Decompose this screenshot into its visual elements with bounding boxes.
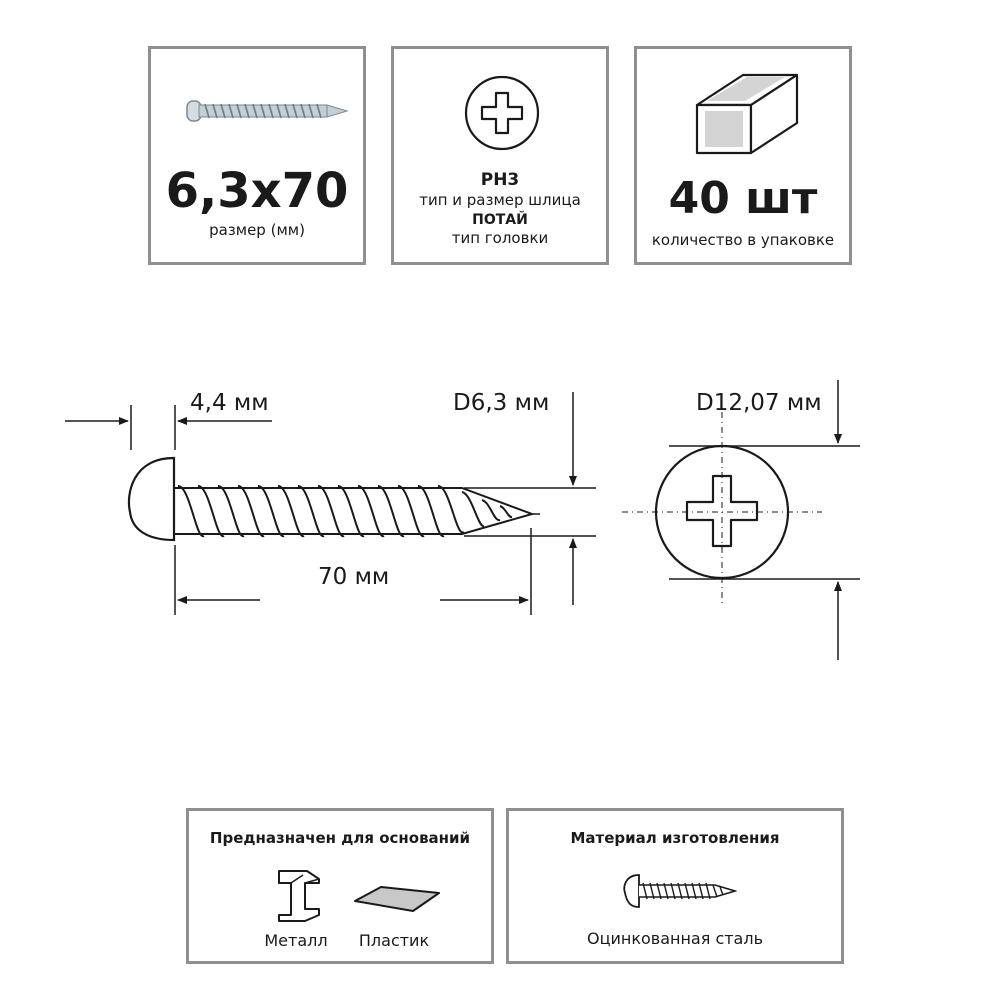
size-value: 6,3x70 — [165, 163, 349, 219]
screw-head-side — [129, 458, 174, 540]
base-plastic-label: Пластик — [358, 931, 430, 950]
thread-diameter-label: D6,3 мм — [453, 390, 550, 416]
head-type: ПОТАЙ — [472, 212, 528, 228]
slot-code: PH3 — [480, 170, 520, 190]
technical-drawing — [0, 370, 1000, 690]
slot-code-caption: тип и размер шлица — [419, 191, 581, 209]
metal-beam-icon — [275, 865, 327, 927]
material-card — [506, 808, 844, 964]
screw-photo-icon — [181, 95, 351, 129]
screw-icon — [621, 871, 737, 911]
base-metal-label: Металл — [264, 931, 328, 950]
plastic-sheet-icon — [351, 885, 443, 915]
slot-card — [391, 46, 609, 265]
box-icon — [693, 63, 801, 157]
head-type-caption: тип головки — [451, 229, 549, 247]
phillips-head-icon — [462, 73, 542, 153]
bases-card — [186, 808, 494, 964]
head-height-label: 4,4 мм — [190, 390, 269, 416]
screw-thread — [178, 486, 512, 536]
material-value: Оцинкованная сталь — [586, 929, 764, 948]
length-label: 70 мм — [318, 564, 390, 590]
quantity-value: 40 шт — [668, 173, 818, 224]
size-caption: размер (мм) — [209, 221, 305, 239]
material-title: Материал изготовления — [570, 829, 780, 847]
quantity-card — [634, 46, 852, 265]
size-card — [148, 46, 366, 265]
quantity-caption: количество в упаковке — [651, 231, 835, 249]
bases-title: Предназначен для оснований — [209, 829, 471, 847]
head-diameter-label: D12,07 мм — [696, 390, 822, 416]
